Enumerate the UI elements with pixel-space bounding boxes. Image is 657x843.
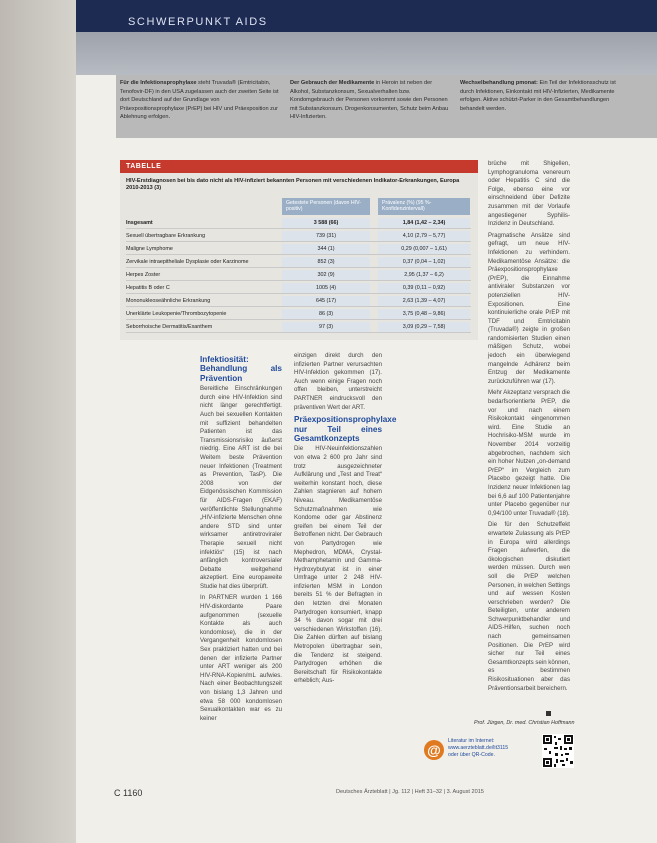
table-cell: Mononukleoseähnliche Erkrankung: [126, 298, 211, 304]
section-subheading: Präexpositionsprophylaxe nur Teil eines Gesamtkonzepts: [294, 415, 397, 443]
caption-bold: Der Gebrauch der Medikamente: [290, 80, 375, 86]
table-cell: 0,29 (0,007 – 1,61): [378, 244, 470, 254]
photo-caption: [290, 79, 450, 122]
reference-box: [424, 734, 574, 774]
table-cell: 2,63 (1,39 – 4,07): [378, 296, 470, 306]
table-cell: 3,75 (0,48 – 9,86): [378, 309, 470, 319]
table-cell: Herpes Zoster: [126, 272, 161, 278]
table-cell: Seborrhoische Dermatitis/Exanthem: [126, 324, 213, 330]
body-paragraph: Pragmatische Ansätze sind gefragt, um neue HIV-Infektionen zu verhindern. Medikamentöse Ansätze: die Präexpositionsprophylaxe (PrEP), die Einnahme antiviraler Substanzen vor potenziellen HIV-Expositionen. Eine kontinuierliche orale PrEP mit TDF und Emtricitabin (Truvada®) zeigte in großen randomisierten Studien einen mäßigen Schutz, wobei jedoch ein überwiegend mangelnde Adhärenz beim Entzug der Medikamente zurückzuführen war (17).: [488, 231, 570, 385]
table-cell: 739 (31): [282, 231, 370, 241]
data-table: [120, 160, 478, 340]
reference-link[interactable]: www.aerzteblatt.de/lit3115: [448, 745, 509, 752]
text-column-1: [200, 352, 282, 782]
table-label: TABELLE: [126, 163, 162, 170]
reference-line: oder über QR-Code.: [448, 752, 495, 759]
table-cell: 86 (3): [282, 309, 370, 319]
author-line: Prof. Jürgen, Dr. med. Christian Hoffmann: [474, 720, 575, 726]
page-spine: [0, 0, 76, 843]
photo-caption: [120, 79, 280, 122]
table-cell: 344 (1): [282, 244, 370, 254]
table-row: [126, 322, 471, 333]
table-row: [126, 218, 471, 229]
body-paragraph: Die für den Schutzeffekt erwartete Zulassung als PrEP in Europa wird allerdings Fragen aufwerfen, die ökologischen diskutiert werden müssen. Durch wen soll die PrEP welchen Personen, in welchen Settings und auf wessen Kosten verschrieben werden? Die Beteiligten, unter anderem Schwerpunktbehandler und AIDS-Hilfen, suchen noch nach gemeinsamen Positionen. Die PrEP wird sicher nur Teil eines Gesamtkonzepts sein können, es bestimmen Risikosituationen aber das Präventionsarbeit bereichern.: [488, 521, 570, 692]
reference-text: [448, 738, 538, 760]
text-column-2: [294, 352, 397, 782]
section-title: SCHWERPUNKT AIDS: [128, 16, 268, 28]
table-cell: Unerklärte Leukopenie/Thrombozytopenie: [126, 311, 227, 317]
table-cell: Zervikale intraepitheliale Dysplasie oder Karzinome: [126, 259, 249, 265]
table-cell: 3,09 (0,29 – 7,58): [378, 322, 470, 332]
caption-bold: Wechselbehandlung pmonat:: [460, 80, 538, 86]
table-cell: 1005 (4): [282, 283, 370, 293]
qr-code-icon[interactable]: [542, 734, 574, 768]
article-end-mark: [546, 711, 551, 716]
journal-footer: Deutsches Ärzteblatt | Jg. 112 | Heft 31–32 | 3. August 2015: [336, 789, 484, 795]
table-cell: Insgesamt: [126, 220, 153, 226]
section-header: [76, 0, 657, 32]
table-cell: 97 (3): [282, 322, 370, 332]
magazine-page: [76, 0, 657, 843]
table-row: [126, 231, 471, 242]
table-title: HIV-Erstdiagnosen bei bis dato nicht als HIV-infiziert bekannten Personen mit verschiedenen Indikator-Erkrankungen, Europa 2010-2013 (3): [126, 178, 460, 192]
caption-bold: Für die Infektionsprophylaxe: [120, 80, 197, 86]
body-paragraph: brüche mit Shigellen, Lymphogranuloma venereum oder Hepatitis C sind die Folge, ebenso eine vor einschneidend über Defizite zusammen mit der Vorlaufe angestiegener Syphilis-Inzidenz in Deutschland.: [488, 160, 570, 228]
caption-text: Ein Teil der Infektionsschutz ist durch Infektionen, Einkontakt mit HIV-Infizierten, Medikamente erfolgen. Aktive schützt-Parker in den Gesamtbehandlungen behandelt werden.: [460, 80, 616, 112]
photo-caption: [460, 79, 630, 113]
table-cell: Sexuell übertragbare Erkrankung: [126, 233, 206, 239]
table-cell: 645 (17): [282, 296, 370, 306]
table-row: [126, 309, 471, 320]
table-row: [126, 257, 471, 268]
table-cell: 852 (3): [282, 257, 370, 267]
photo-caption-strip: [116, 75, 657, 138]
table-cell: 1,84 (1,42 – 2,34): [378, 218, 470, 228]
table-cell: Hepatitis B oder C: [126, 285, 170, 291]
page-number: C 1160: [114, 788, 143, 798]
table-cell: 3 588 (66): [282, 218, 370, 228]
caption-text: steht Truvada® (Emtricitabin, Tenofovir-DF) in den USA zugelassen auch der zweiten Seite ist dort Deutschland auf der Grundlage von Präexpositionsprophylaxe (PrEP) bei HIV und Präexposition zur Ablehnung erfolgen.: [120, 80, 279, 121]
table-label-bar: [120, 160, 478, 173]
table-cell: Maligne Lymphome: [126, 246, 173, 252]
table-cell: 302 (9): [282, 270, 370, 280]
at-sign-icon: @: [424, 740, 444, 760]
table-column-header: Getestete Personen (davon HIV-positiv): [282, 198, 370, 215]
table-row: [126, 244, 471, 255]
section-subheading: Infektiosität: Behandlung als Prävention: [200, 355, 282, 383]
text-column-3: [488, 160, 570, 716]
table-cell: 0,39 (0,11 – 0,92): [378, 283, 470, 293]
body-paragraph: In PARTNER wurden 1 166 HIV-diskordante Paare aufgenommen (sexuelle Kontakte als auch kondomlose), die in der Vergangenheit kondomlosen Sex praktiziert hatten und bei denen der infizierte Partner unter ART weniger als 200 HIV-RNA-Kopien/mL aufwies. Nach einer Beobachtungszeit von bislang 1,3 Jahren und etwa 58 000 kondomlosen Sexualkontakten war es zu keiner: [200, 594, 282, 722]
body-paragraph: Die HIV-Neuinfektionszahlen von etwa 2 600 pro Jahr sind trotz ausgezeichneter Aufklärung und „Test and Treat“ weiterhin konstant hoch, diese Zahlen stagnieren auf hohem Niveau. Medikamentöse Schutzmaßnahmen wie Kondome oder gar Abstinenz greifen bei einem Teil der Betroffenen nicht. Der Gebrauch von Partydrogen wie Mephedron, MDMA, Crystal-Methamphetamin und Gamma-Hydroxybutyrat ist in einer Umfrage unter 2 248 HIV-infizierten MSM in London bereits 51 % der Befragten in den letzten drei Monaten Partydrogen konsumiert, knapp 34 % davon sogar mit drei verschiedenen Wirkstoffen (16). Die Zahlen dürften auf bislang Metropolen übertragbar sein, die Tendenz ist steigend. Partydrogen erhöhen die Bereitschaft für Risikokontakte erheblich; Aus-: [294, 445, 382, 685]
table-row: [126, 270, 471, 281]
table-cell: 0,37 (0,04 – 1,02): [378, 257, 470, 267]
body-paragraph: Mehr Akzeptanz versprach die bedarfsorientierte PrEP, die vor und nach einem Risikokontakt eingenommen wird. Eine Studie an Hochrisiko-MSM wurde im November 2014 vorzeitig abgebrochen, nachdem sich ein hoher Nutzen „on-demand PrEP“ im Vergleich zum Placebo gezeigt hatte. Die Inzidenz neuer Infektionen lag bei 6,6 auf 100 Patientenjahre unter Placebo gegenüber nur 0,94/100 unter Truvada® (18).: [488, 389, 570, 517]
table-cell: 4,10 (2,79 – 5,77): [378, 231, 470, 241]
body-paragraph: einzigen direkt durch den infizierten Partner verursachten HIV-Infektion gekommen (17). Auch wenn einige Fragen noch offen bleiben, unterstreicht PARTNER eindrucksvoll den präventiven Wert der ART.: [294, 352, 382, 411]
table-column-header: Prävalenz (%) (95 %-Konfidenzintervall): [378, 198, 470, 215]
body-paragraph: Bereitliche Einschränkungen durch eine HIV-Infektion sind nicht länger gerechtfertigt. Auch bei sexuellen Kontakten mit suffizient behandelten Patienten ist das Transmissionsrisiko äußerst niedrig. Eine ART ist die bei Weitem beste Prävention neuer Infektionen (Treatment as Prevention, TasP). Die 2008 von der Eidgenössischen Kommission für AIDS-Fragen (EKAF) veröffentlichte Stellungnahme „HIV-infizierte Menschen ohne andere STD sind unter wirksamer antiretroviraler Therapie sexuell nicht infektiös“ (15) ist nach anfänglich kontroversialer Debatte weitgehend akzeptiert. Eine europaweite Studie hat dies überprüft.: [200, 385, 282, 590]
table-row: [126, 296, 471, 307]
reference-line: Literatur im Internet:: [448, 738, 495, 744]
caption-text: in Heroin ist neben der Alkohol, Substanzkonsum, Sexualverhalten bzw. Kondomgebrauch der Personen vorkommt sowie den Personen mit Substanzkonsum. Drogenkonsumenten, Schutz beim Anbau HIV-Infizierten.: [290, 80, 449, 121]
table-row: [126, 283, 471, 294]
table-cell: 2,95 (1,37 – 6,2): [378, 270, 470, 280]
